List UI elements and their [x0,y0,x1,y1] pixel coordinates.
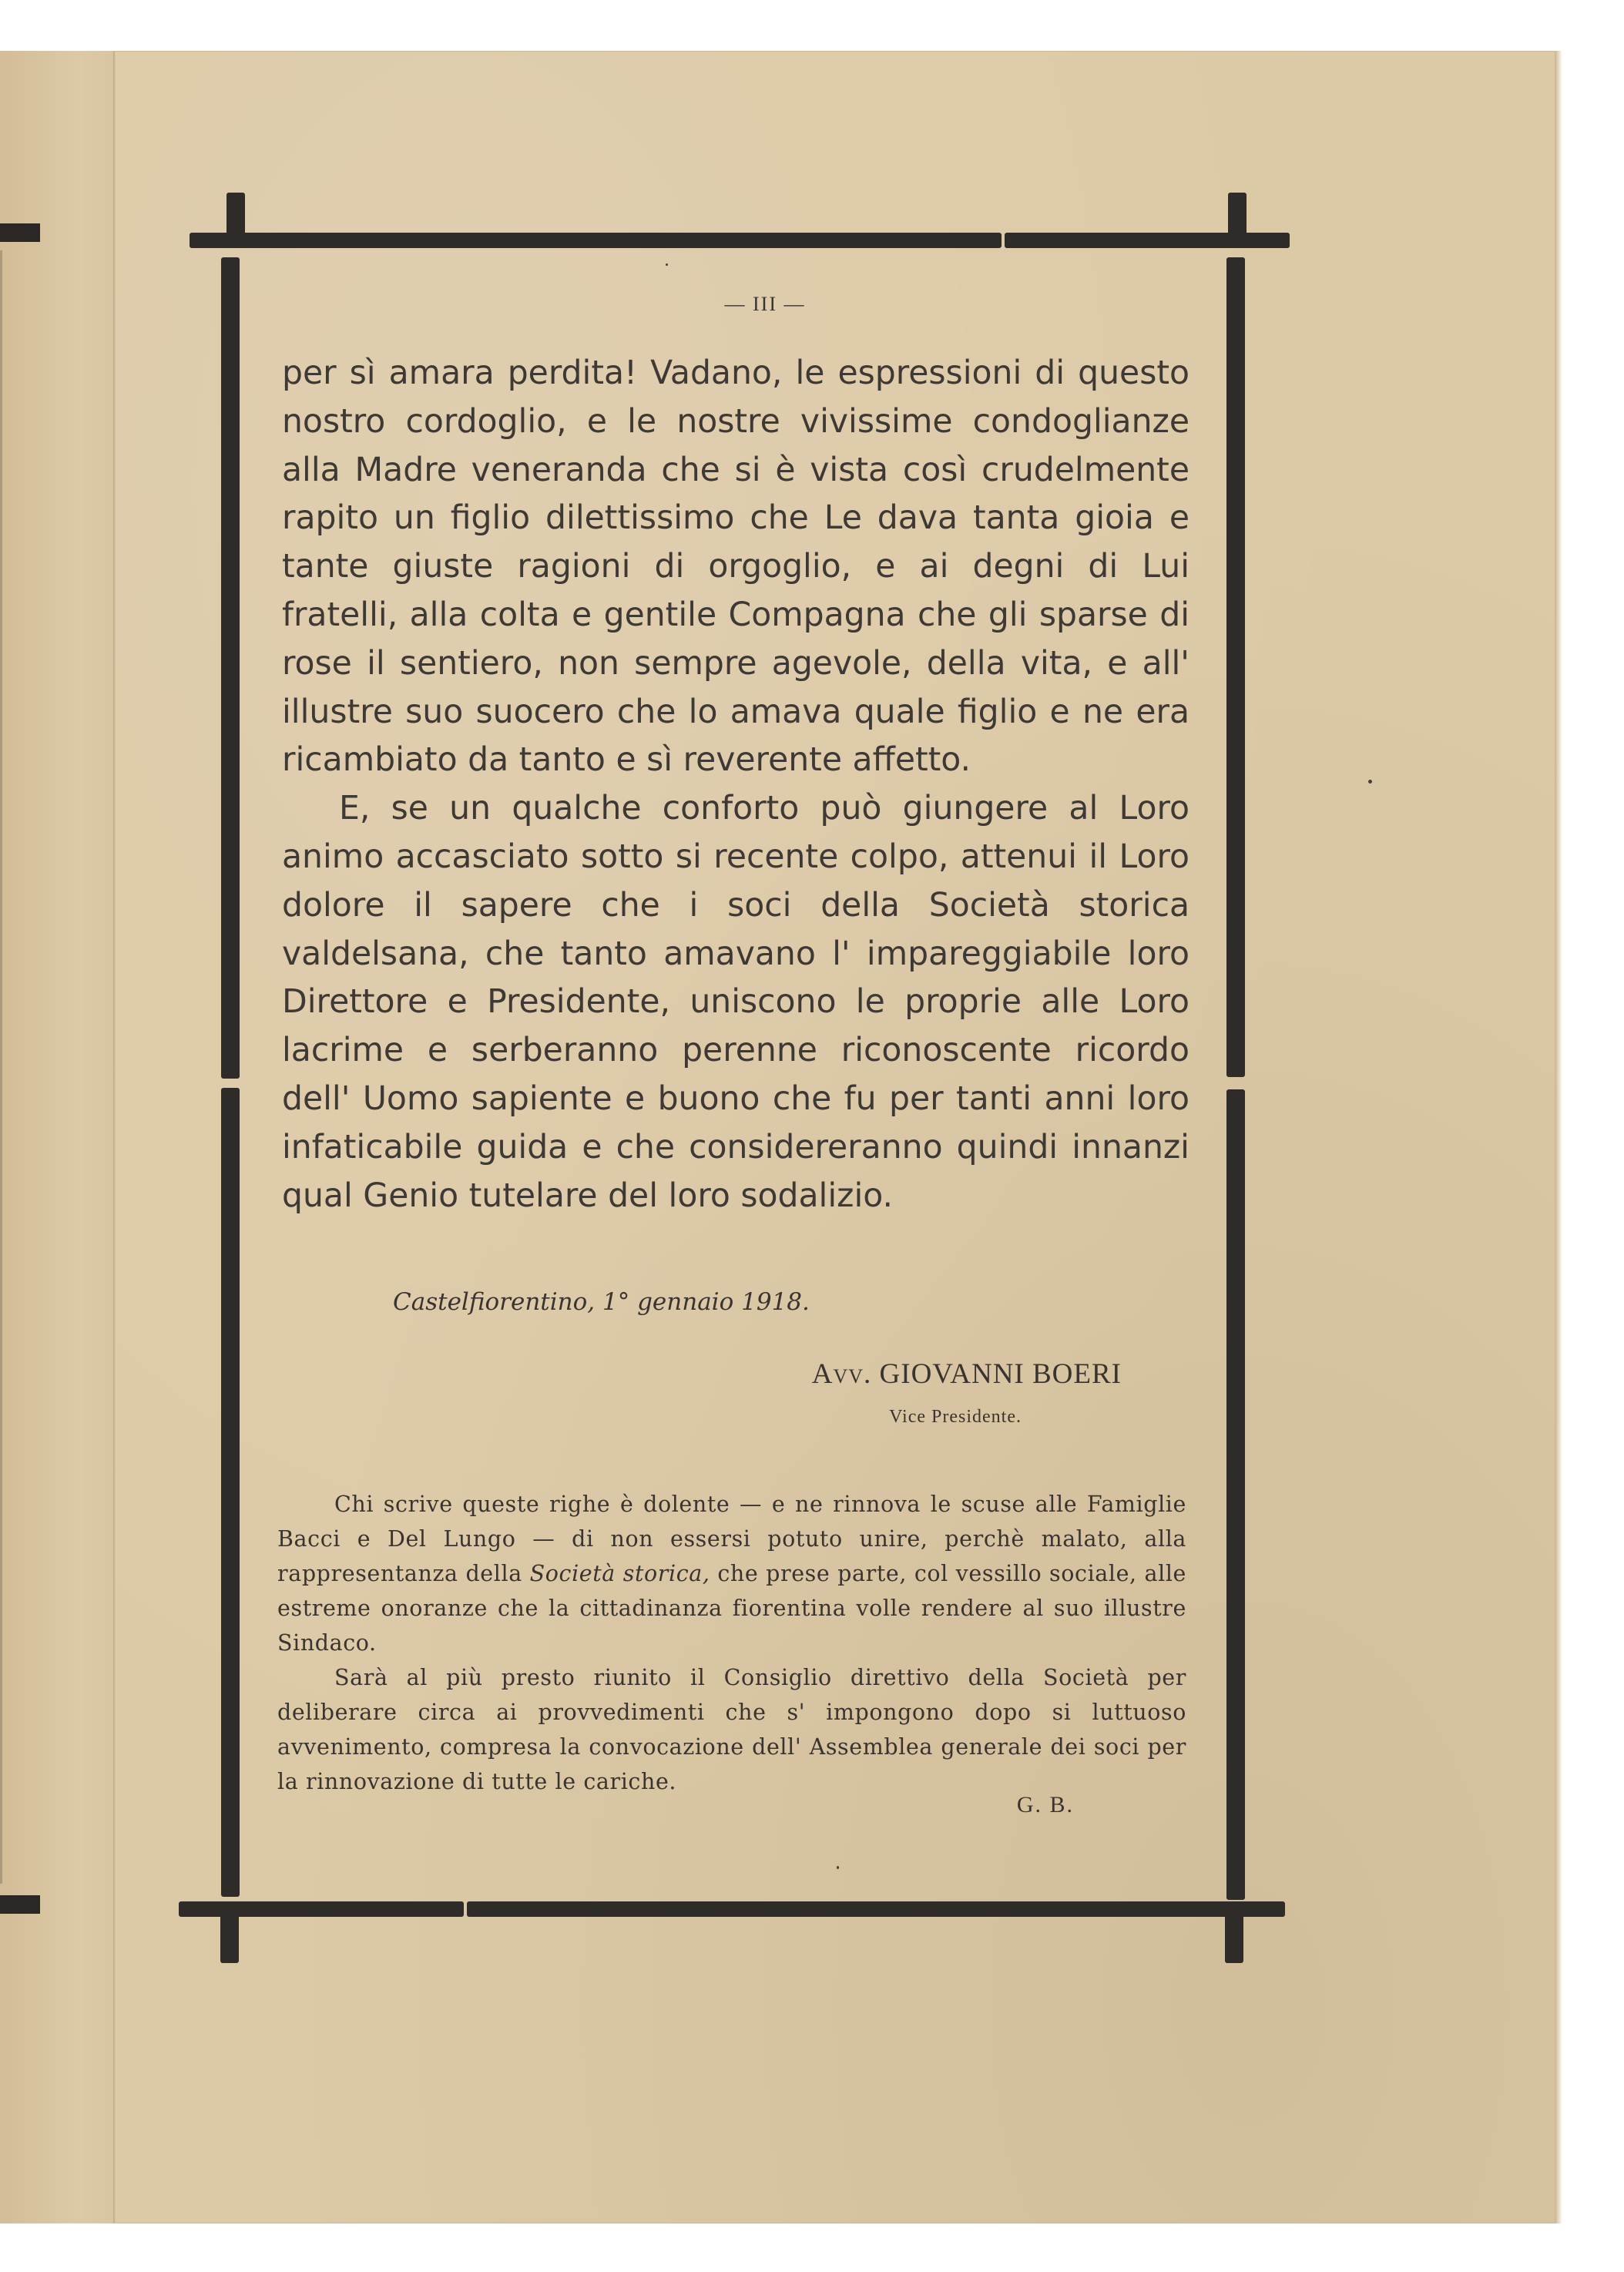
paper-edge-shadow [1555,51,1562,2223]
frame-top-bar-left [190,233,1002,248]
signer-full-name: GIOVANNI BOERI [879,1358,1122,1390]
signer-name [0,1357,1122,1391]
frame-bottom-right-post [1225,1914,1243,1963]
body-paragraph: per sì amara perdita! Vadano, le espressioni di questo nostro cordoglio, e le nostre vivissime condoglianze alla Madre veneranda che si è vista così crudelmente rapito un figlio dilettissimo che Le dava tanta gioia e tante giuste ragioni di orgoglio, e ai degni di Lui fratelli, alla colta e gentile Compagna che gli sparse di rose il sentiero, non sempre agevole, della vita, e all' illustre suo suocero che lo amava quale figlio e ne era ricambiato da tanto e sì reverente affetto. [282,354,1189,780]
left-page-frame-line [0,250,2,1884]
frame-left-lower-bar [221,1088,240,1897]
frame-right-upper-bar [1226,257,1245,1077]
frame-bottom-bar-right [467,1901,1285,1917]
note-initials: G. B. [1016,1792,1074,1817]
dateline: Castelfiorentino, 1° gennaio 1918. [393,1288,810,1316]
body-paragraph: E, se un qualche conforto può giungere al Loro animo accasciato sotto si recente colpo, attenui il Loro dolore il sapere che i soci della Società storica valdelsana, che tanto amavano l' impareggiabile loro Direttore e Presidente, uniscono le proprie alle Loro lacrime e serberanno perenne riconoscente ricordo dell' Uomo sapiente e buono che fu per tanti anni loro infaticabile guida e che considereranno quindi innanzi qual Genio tutelare del loro sodalizio. [282,790,1189,1215]
frame-left-upper-bar [221,257,240,1079]
paper-speck [837,1866,839,1869]
frame-top-bar-right [1005,233,1290,248]
frame-bottom-left-post [220,1914,239,1963]
page-fold-line [113,51,116,2223]
left-page-top-bar [0,223,40,242]
body-text [282,350,1189,1220]
note-paragraph [277,1487,1186,1660]
note-text-segment: Chi scrive queste righe è dolente — e ne rinnova le scuse alle Famiglie Bacci e Del Lungo — di non essersi potuto unire, perchè malato, alla rappresentanza della [277,1492,1186,1586]
page-number: — III — [724,293,806,315]
left-page-bottom-bar [0,1895,40,1914]
frame-right-lower-bar [1226,1089,1245,1900]
paper-speck [1368,780,1372,784]
signer-title-prefix: Avv. [811,1358,872,1390]
signer-role: Vice Presidente. [889,1407,1022,1427]
note-paragraph: Sarà al più presto riunito il Consiglio direttivo della Società per deliberare circa ai provvedimenti che s' impongono dopo si luttuoso avvenimento, compresa la convocazione dell' Assemblea generale dei soci per la rinnovazione di tutte le cariche. [277,1665,1186,1794]
frame-top-right-post [1228,193,1247,236]
note-text-segment: che prese parte, col vessillo sociale, alle estreme onoranze che la cittadinanza fiorentina volle rendere al suo illustre Sindaco. [277,1561,1187,1656]
paper-speck [666,263,668,266]
frame-top-left-post [226,193,245,236]
note-text [277,1487,1186,1799]
society-name-italic: Società storica, [529,1561,710,1586]
